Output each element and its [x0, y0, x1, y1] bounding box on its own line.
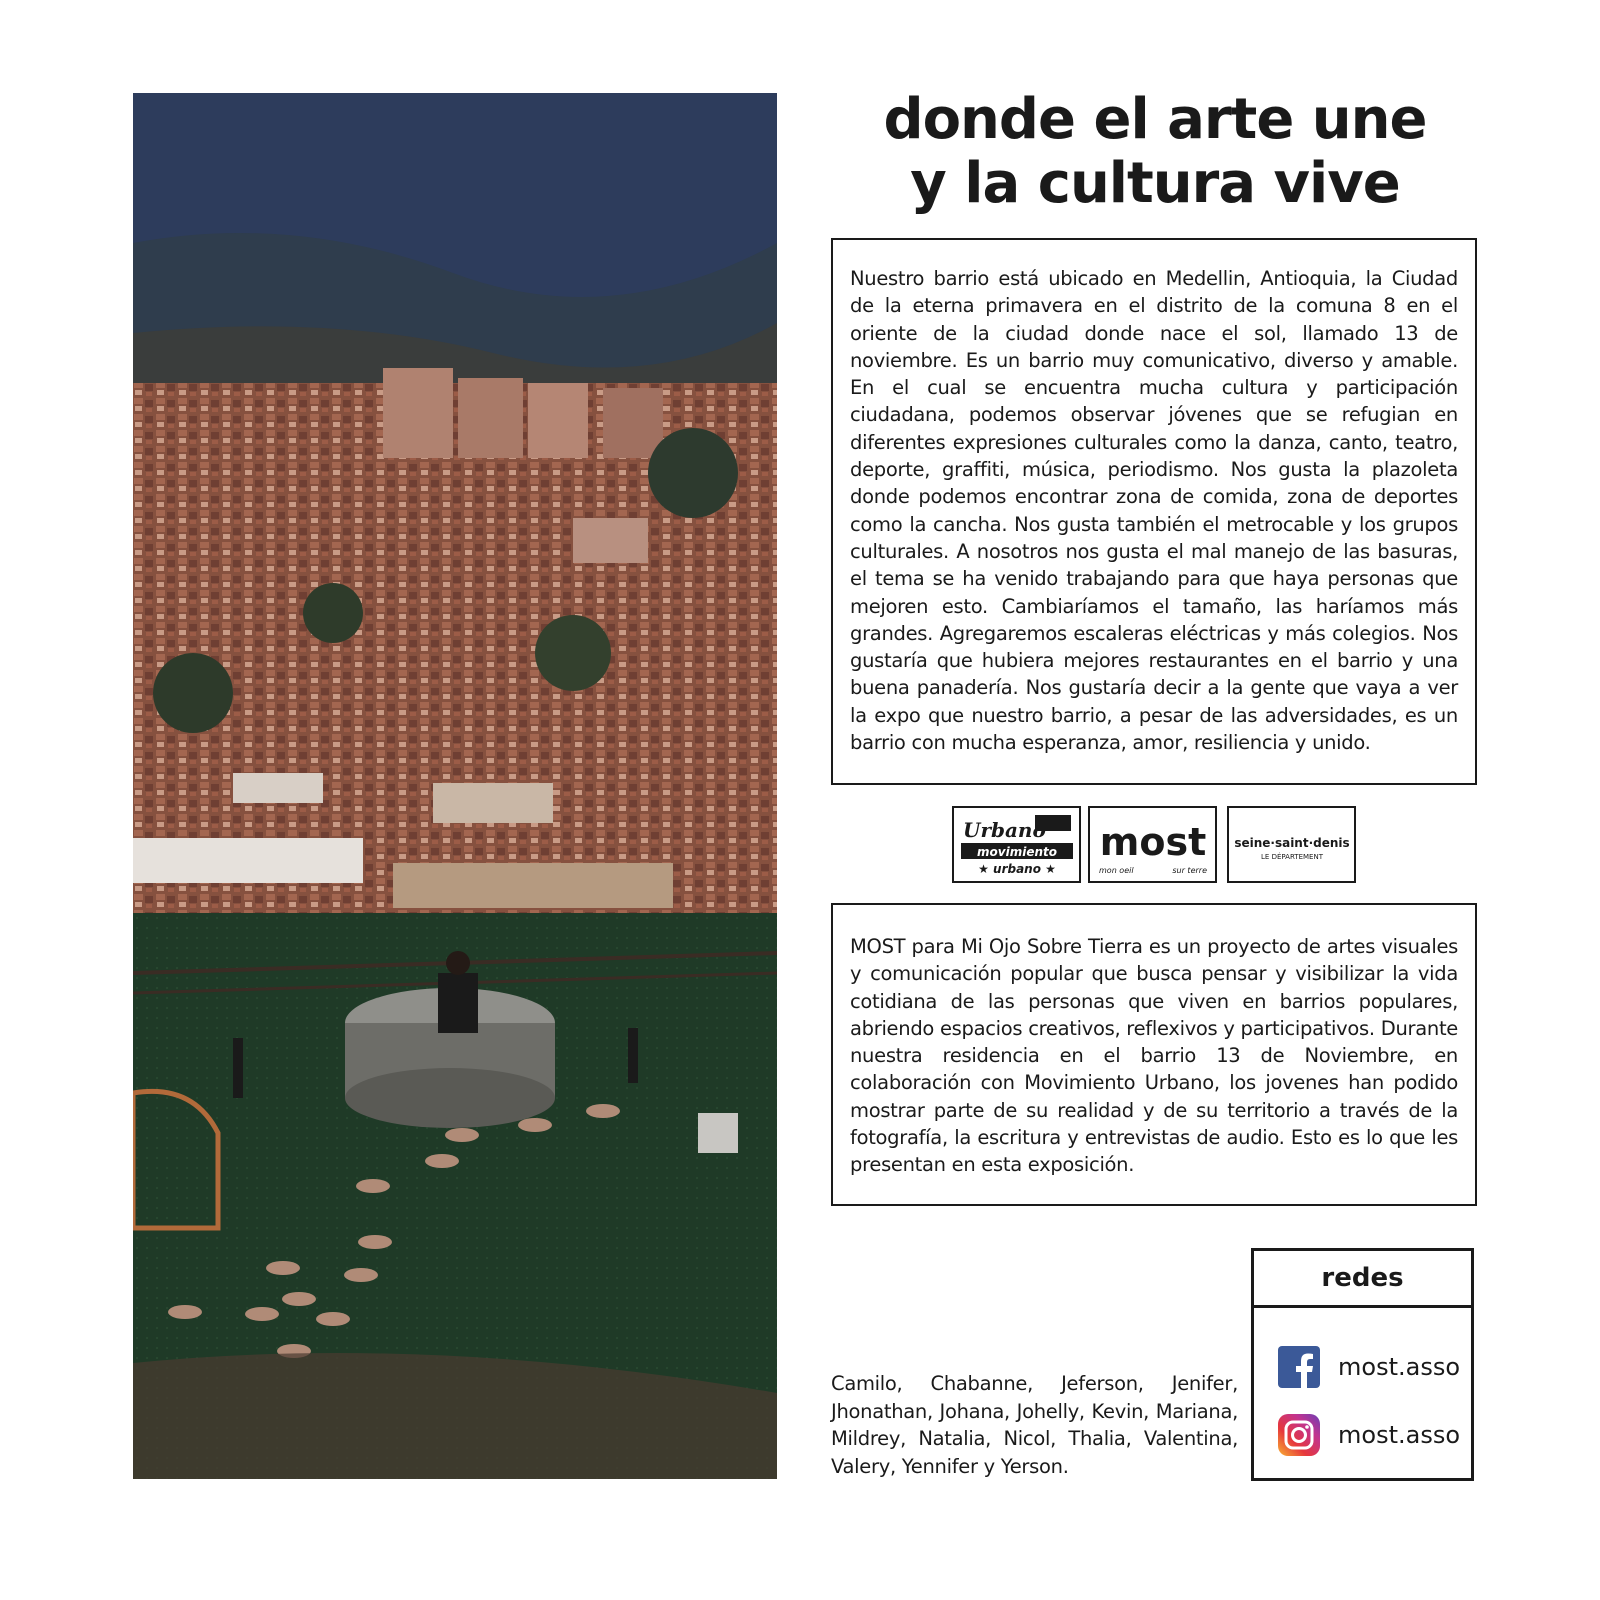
urbano-script-text: Urbano: [962, 817, 1046, 842]
title-line-2: y la cultura vive: [910, 151, 1400, 216]
project-text-box: [831, 903, 1477, 1206]
urbano-line-2: ★ urbano ★: [977, 861, 1056, 876]
project-paragraph: MOST para Mi Ojo Sobre Tierra es un proyecto de artes visuales y comunicación popular que busca pensar y visibilizar la vida cotidiana de las personas que viven en barrios populares, abriendo espacios creativos, reflexivos y participativos. Durante nuestra residencia en el barrio 13 de Noviembre, en colaboración con Movimiento Urbano, los jovenes han podido mostrar parte de su realidad y de su territorio a través de la fotografía, la escritura y entrevistas de audio. Esto es lo que les presentan en esta exposición.: [850, 935, 1458, 1177]
participants-list: Camilo, Chabanne, Jeferson, Jenifer, Jhonathan, Johana, Johelly, Kevin, Mariana, Mildrey, Natalia, Nicol, Thalia, Valentina, Valery, Yennifer y Yerson.: [831, 1372, 1238, 1478]
movimiento-urbano-logo-graphic: [957, 811, 1077, 879]
instagram-link[interactable]: [1278, 1414, 1460, 1456]
social-networks-box: [1251, 1248, 1474, 1481]
city-photo: [133, 93, 777, 1479]
logo-movimiento-urbano: [952, 806, 1081, 883]
instagram-handle: most.asso: [1338, 1421, 1461, 1449]
intro-text-box: [831, 238, 1477, 785]
urbano-line-1: movimiento: [976, 844, 1057, 859]
instagram-icon: [1278, 1414, 1320, 1456]
facebook-handle: most.asso: [1338, 1353, 1461, 1381]
facebook-icon: [1278, 1346, 1320, 1388]
ssd-logo-name: seine·saint·denis: [1233, 835, 1350, 850]
logo-seine-saint-denis: [1227, 806, 1356, 883]
most-logo-name: most: [1099, 819, 1206, 864]
page-title: [845, 88, 1465, 216]
most-logo-right: sur terre: [1171, 865, 1207, 875]
facebook-link[interactable]: [1278, 1346, 1460, 1388]
logo-most: [1088, 806, 1217, 883]
seine-saint-denis-logo-graphic: [1232, 811, 1352, 879]
intro-paragraph: Nuestro barrio está ubicado en Medellin, Antioquia, la Ciudad de la eterna primavera en el distrito de la comuna 8 en el oriente de la ciudad donde nace el sol, llamado 13 de noviembre. Es un barrio muy comunicativo, diverso y amable. En el cual se encuentra mucha cultura y participación ciudadana, podemos observar jóvenes que se refugian en diferentes expresiones culturales como la danza, canto, teatro, deporte, graffiti, música, periodismo. Nos gusta la plazoleta donde podemos encontrar zona de comida, zona de deportes como la cancha. Nos gusta también el metrocable y los grupos culturales. A nosotros nos gusta el mal manejo de las basuras, el tema se ha venido trabajando para que haya personas que mejoren esto. Cambiaríamos el tamaño, las haríamos más grandes. Agregaremos escaleras eléctricas y más colegios. Nos gustaría que hubiera mejores restaurantes en el barrio y una buena panadería. Nos gustaría decir a la gente que vaya a ver la expo que nuestro barrio, a pesar de las adversidades, es un barrio con mucha esperanza, amor, resiliencia y unido.: [850, 267, 1458, 755]
most-logo-left: mon oeil: [1098, 865, 1134, 875]
city-photo-illustration: [133, 93, 777, 1479]
most-logo-graphic: [1093, 811, 1213, 879]
ssd-logo-sub: LE DÉPARTEMENT: [1260, 852, 1323, 861]
title-line-1: donde el arte une: [883, 87, 1427, 152]
social-networks-heading: redes: [1254, 1251, 1471, 1308]
